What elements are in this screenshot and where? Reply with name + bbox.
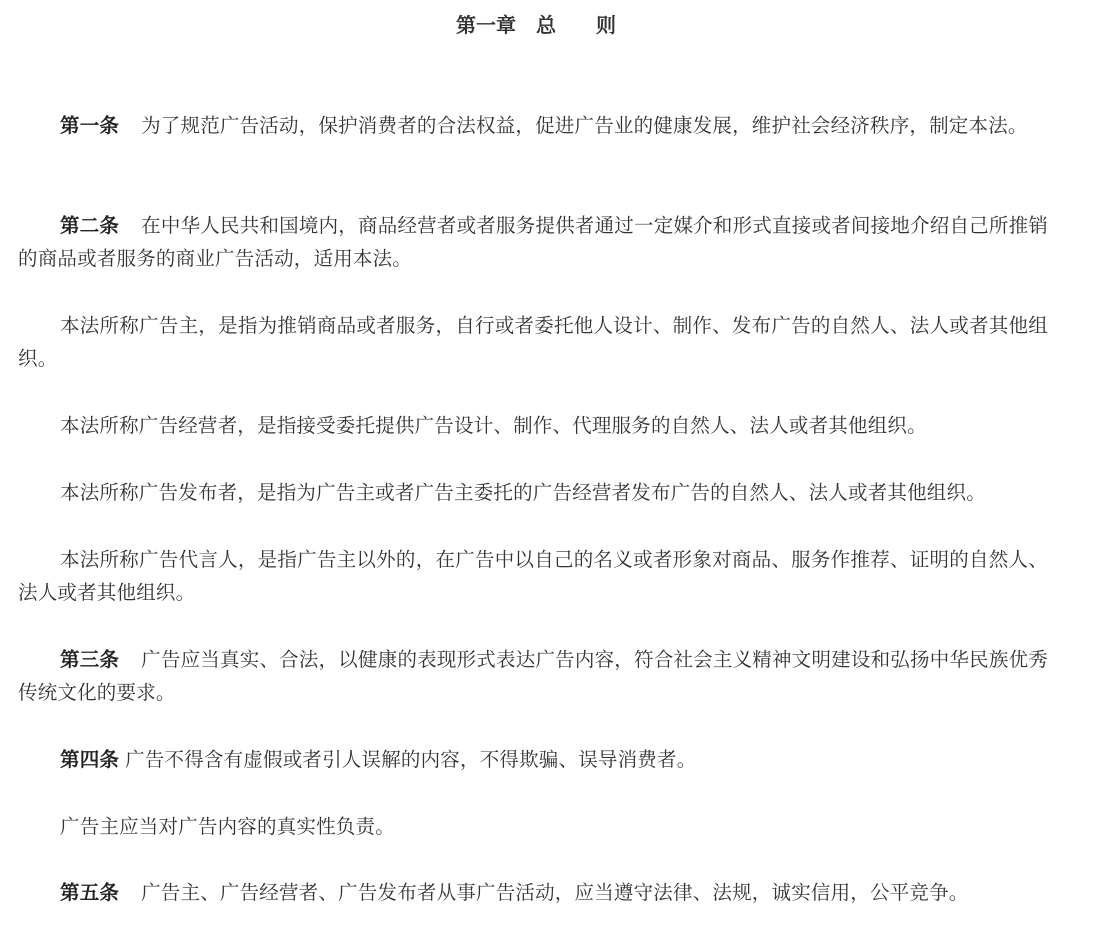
article-4-paragraph: [18, 743, 1048, 776]
article-number: 第二条: [60, 214, 120, 237]
paragraph-text: 广告应当真实、合法，以健康的表现形式表达广告内容，符合社会主义精神文明建设和弘扬中华民族优秀传统文化的要求。: [18, 648, 1049, 704]
paragraph-text: 广告主、广告经营者、广告发布者从事广告活动，应当遵守法律、法规，诚实信用，公平竞争。: [141, 881, 969, 904]
article-number: 第一条: [60, 114, 120, 137]
paragraph-text: 为了规范广告活动，保护消费者的合法权益，促进广告业的健康发展，维护社会经济秩序，制定本法。: [141, 114, 1028, 137]
paragraph-text: 在中华人民共和国境内，商品经营者或者服务提供者通过一定媒介和形式直接或者间接地介绍自己所推销的商品或者服务的商业广告活动，适用本法。: [18, 214, 1049, 270]
article-number: 第三条: [60, 648, 120, 671]
article-3-paragraph: [18, 643, 1048, 709]
paragraph-text: 本法所称广告经营者，是指接受委托提供广告设计、制作、代理服务的自然人、法人或者其他组织。: [60, 414, 927, 437]
article-5-paragraph: [18, 876, 1048, 909]
ad-publisher-definition-paragraph: [18, 476, 1048, 509]
paragraph-text: 广告不得含有虚假或者引人误解的内容，不得欺骗、误导消费者。: [125, 748, 697, 771]
ad-endorser-definition-paragraph: [18, 543, 1048, 609]
advertiser-responsibility-paragraph: [18, 810, 1048, 843]
chapter-title: 第一章 总 则: [456, 13, 616, 37]
article-1-paragraph: [18, 109, 1048, 142]
advertiser-definition-paragraph: [18, 309, 1048, 375]
paragraph-text: 本法所称广告主，是指为推销商品或者服务，自行或者委托他人设计、制作、发布广告的自然人、法人或者其他组织。: [18, 314, 1048, 370]
article-number: 第四条: [60, 748, 120, 771]
paragraph-text: 本法所称广告发布者，是指为广告主或者广告主委托的广告经营者发布广告的自然人、法人或者其他组织。: [60, 481, 986, 504]
paragraph-text: 本法所称广告代言人，是指广告主以外的，在广告中以自己的名义或者形象对商品、服务作推荐、证明的自然人、法人或者其他组织。: [18, 548, 1048, 604]
article-number: 第五条: [60, 881, 120, 904]
article-2-paragraph: [18, 209, 1048, 275]
paragraph-text: 广告主应当对广告内容的真实性负责。: [60, 815, 395, 838]
ad-operator-definition-paragraph: [18, 409, 1048, 442]
